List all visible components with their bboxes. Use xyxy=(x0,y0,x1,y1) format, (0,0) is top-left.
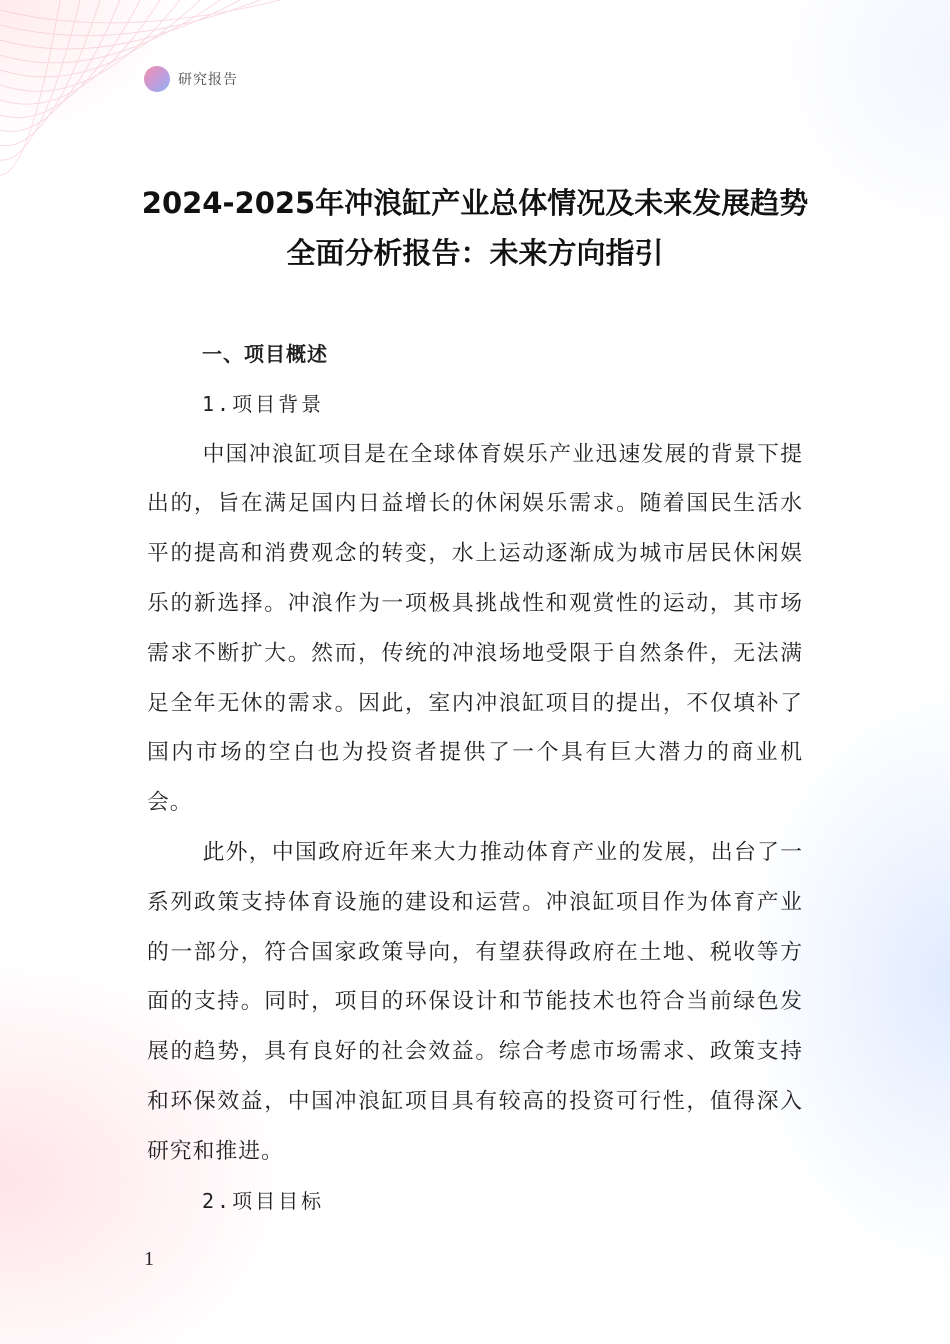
section-heading: 一、项目概述 xyxy=(202,342,328,366)
logo-circle-icon xyxy=(144,66,170,92)
page-number: 1 xyxy=(144,1248,154,1270)
subsection-heading-background: 1.项目背景 xyxy=(202,391,325,416)
document-title: 2024-2025年冲浪缸产业总体情况及未来发展趋势全面分析报告：未来方向指引 xyxy=(141,186,809,270)
paragraph: 此外，中国政府近年来大力推动体育产业的发展，出台了一系列政策支持体育设施的建设和运营。冲浪缸项目作为体育产业的一部分，符合国家政策导向，有望获得政府在土地、税收等方面的支持。同时，项目的环保设计和节能技术也符合当前绿色发展的趋势，具有良好的社会效益。综合考虑市场需求、政策支持和环保效益，中国冲浪缸项目具有较高的投资可行性，值得深入研究和推进。 xyxy=(147,839,803,1164)
paragraph: 中国冲浪缸项目是在全球体育娱乐产业迅速发展的背景下提出的，旨在满足国内日益增长的休闲娱乐需求。随着国民生活水平的提高和消费观念的转变，水上运动逐渐成为城市居民休闲娱乐的新选择。冲浪作为一项极具挑战性和观赏性的运动，其市场需求不断扩大。然而，传统的冲浪场地受限于自然条件，无法满足全年无休的需求。因此，室内冲浪缸项目的提出，不仅填补了国内市场的空白也为投资者提供了一个具有巨大潜力的商业机会。 xyxy=(147,441,803,816)
report-header xyxy=(144,66,238,92)
document-body xyxy=(147,330,803,1226)
header-label: 研究报告 xyxy=(178,72,238,88)
subsection-heading-goals: 2.项目目标 xyxy=(202,1188,325,1213)
